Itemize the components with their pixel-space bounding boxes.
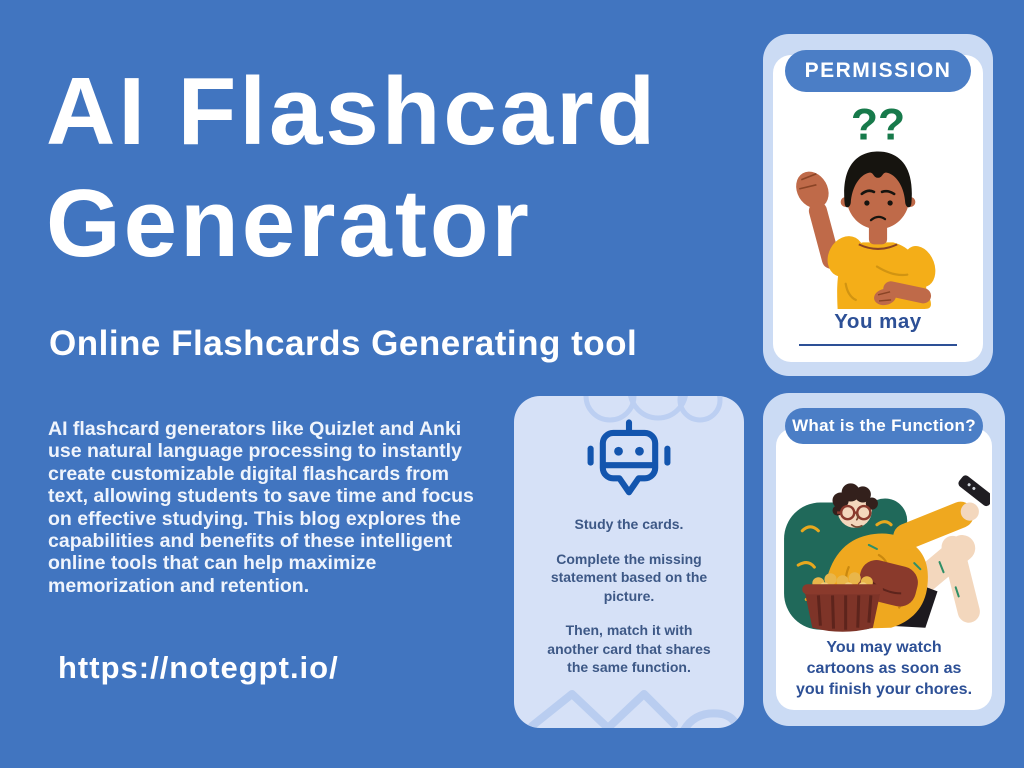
page-title xyxy=(46,56,658,280)
robot-right-eye xyxy=(635,447,644,456)
step-1: Study the cards. xyxy=(574,516,684,532)
question-marks-icon: ?? xyxy=(850,100,906,150)
function-card-inner xyxy=(776,428,992,710)
step-3: Then, match it with another card that shares the same function. xyxy=(547,622,711,675)
answer-blank-line xyxy=(799,344,957,346)
title-line-2: Generator xyxy=(46,170,532,277)
instructions-steps xyxy=(542,515,716,693)
page-subtitle: Online Flashcards Generating tool xyxy=(49,324,638,363)
head xyxy=(841,152,916,249)
confused-person-illustration xyxy=(782,97,974,309)
watching-cartoons-illustration xyxy=(778,466,990,638)
permission-card-header: PERMISSION xyxy=(785,50,971,92)
permission-prompt: You may xyxy=(834,310,922,333)
robot-icon xyxy=(581,416,677,504)
description-paragraph: AI flashcard generators like Quizlet and Anki use natural language processing to instantly create customizable digital flashcards from text, allowing students to save time and focus on effective studying. This blog explores the capabilities and benefits of these intelligent online tools that can help maximize memorization and retention. xyxy=(48,418,474,597)
website-url-link[interactable]: https://notegpt.io/ xyxy=(58,650,339,685)
zigzag-squiggle-decoration xyxy=(526,686,738,728)
function-card-header: What is the Function? xyxy=(785,408,983,444)
permission-card-inner xyxy=(773,55,983,362)
function-answer xyxy=(776,637,992,700)
hand xyxy=(961,503,979,521)
title-line-1: AI Flashcard xyxy=(46,58,659,165)
step-2: Complete the missing statement based on the picture. xyxy=(550,550,708,604)
robot-left-eye xyxy=(614,447,623,456)
permission-card xyxy=(763,34,993,376)
function-card xyxy=(763,393,1005,726)
instructions-card xyxy=(514,396,744,728)
function-answer-text: You may watch cartoons as soon as you finish your chores. xyxy=(795,639,973,698)
popcorn-bowl xyxy=(802,572,883,632)
